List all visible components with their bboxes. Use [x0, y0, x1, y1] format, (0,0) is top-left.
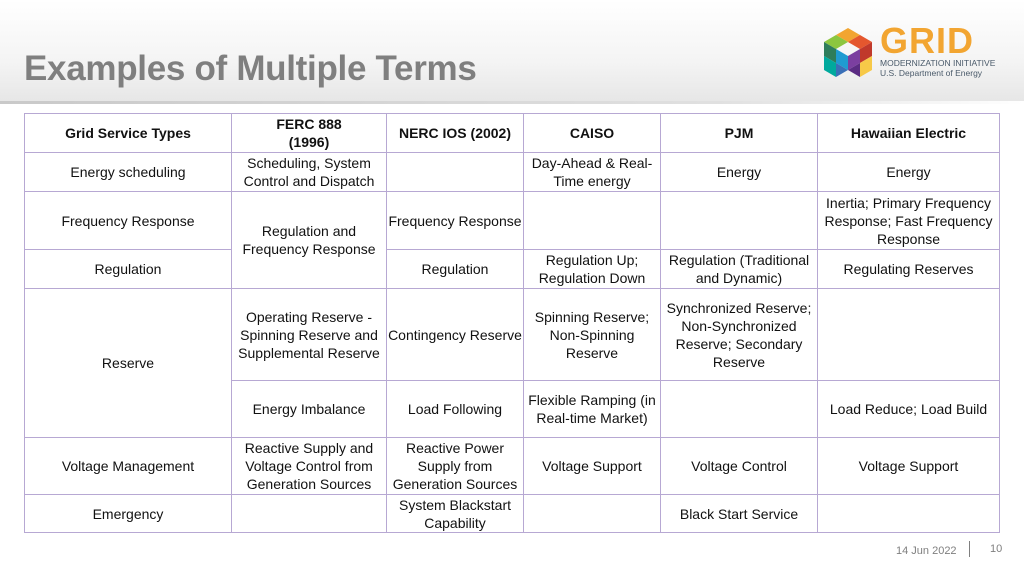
table-cell: Load Reduce; Load Build: [818, 381, 1000, 438]
logo-word: GRID: [880, 20, 974, 61]
title-divider: [0, 101, 1024, 104]
table-cell: Load Following: [387, 381, 524, 438]
table-row: [25, 250, 1000, 289]
table-cell: Operating Reserve - Spinning Reserve and Supplemental Reserve: [232, 289, 387, 381]
table-header-row: [25, 114, 1000, 153]
table-cell: Voltage Support: [818, 438, 1000, 495]
service-type-cell: Voltage Management: [25, 438, 232, 495]
service-type-cell: Reserve: [25, 289, 232, 438]
service-type-cell: Emergency: [25, 495, 232, 533]
table-cell: [387, 153, 524, 192]
table-cell: [661, 192, 818, 250]
service-type-cell: Regulation: [25, 250, 232, 289]
table-cell: Contingency Reserve: [387, 289, 524, 381]
table-row: [25, 495, 1000, 533]
table-cell: [818, 495, 1000, 533]
table-cell: Reactive Supply and Voltage Control from Generation Sources: [232, 438, 387, 495]
header-cell: Grid Service Types: [25, 114, 232, 153]
table-cell: [818, 289, 1000, 381]
table-cell: Inertia; Primary Frequency Response; Fast Frequency Response: [818, 192, 1000, 250]
table-cell: Voltage Support: [524, 438, 661, 495]
table-row: [25, 438, 1000, 495]
footer-divider: [969, 541, 970, 557]
terms-table: [24, 113, 1000, 533]
logo-department: U.S. Department of Energy: [880, 68, 983, 78]
table-cell: Frequency Response: [387, 192, 524, 250]
grid-logo-icon: [818, 24, 878, 84]
table-cell: Regulation: [387, 250, 524, 289]
header-cell: CAISO: [524, 114, 661, 153]
table-cell: Reactive Power Supply from Generation Sources: [387, 438, 524, 495]
table-cell: Energy Imbalance: [232, 381, 387, 438]
table-cell: System Blackstart Capability: [387, 495, 524, 533]
table-row: [25, 192, 1000, 250]
header-cell: Hawaiian Electric: [818, 114, 1000, 153]
table-cell: Energy: [661, 153, 818, 192]
header-cell: [232, 114, 387, 153]
table-cell: Flexible Ramping (in Real-time Market): [524, 381, 661, 438]
table-cell: Regulation Up; Regulation Down: [524, 250, 661, 289]
table-cell: Regulation and Frequency Response: [232, 192, 387, 289]
table-cell: [524, 495, 661, 533]
table-cell: Synchronized Reserve; Non-Synchronized Reserve; Secondary Reserve: [661, 289, 818, 381]
table-cell: [232, 495, 387, 533]
grid-logo: [818, 20, 996, 84]
table-cell: Black Start Service: [661, 495, 818, 533]
table-row: [25, 289, 1000, 381]
logo-subtitle: MODERNIZATION INITIATIVE: [880, 58, 996, 68]
table-cell: Regulation (Traditional and Dynamic): [661, 250, 818, 289]
page-number: 10: [990, 543, 1003, 555]
table-cell: [524, 192, 661, 250]
header-cell: NERC IOS (2002): [387, 114, 524, 153]
table-cell: Scheduling, System Control and Dispatch: [232, 153, 387, 192]
service-type-cell: Energy scheduling: [25, 153, 232, 192]
table-row: [25, 153, 1000, 192]
header-cell: PJM: [661, 114, 818, 153]
table-cell: Energy: [818, 153, 1000, 192]
table-cell: Regulating Reserves: [818, 250, 1000, 289]
footer-date: 14 Jun 2022: [896, 545, 957, 557]
page-title: Examples of Multiple Terms: [24, 49, 477, 88]
table-cell: Voltage Control: [661, 438, 818, 495]
header-ferc: FERC 888 (1996): [276, 116, 342, 150]
table-cell: Spinning Reserve; Non-Spinning Reserve: [524, 289, 661, 381]
service-type-cell: Frequency Response: [25, 192, 232, 250]
table-cell: [661, 381, 818, 438]
table-cell: Day-Ahead & Real-Time energy: [524, 153, 661, 192]
